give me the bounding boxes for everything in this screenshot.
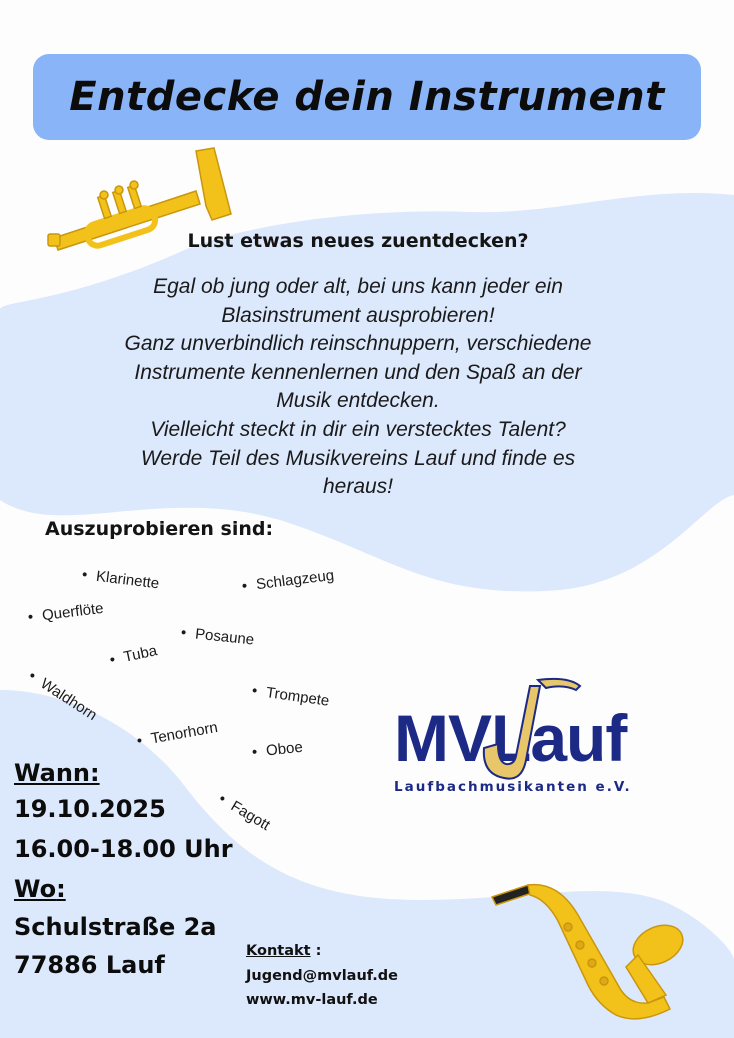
saxophone-icon [468, 670, 588, 790]
intro-line: Blasinstrument ausprobieren! [221, 303, 495, 327]
instrument-item: • Trompete [251, 682, 331, 710]
event-street: Schulstraße 2a [14, 913, 217, 941]
instrument-item: • Querflöte [27, 600, 104, 626]
event-time: 16.00-18.00 Uhr [14, 835, 233, 863]
intro-line: Ganz unverbindlich reinschnuppern, verschiedene [124, 332, 592, 356]
when-label: Wann: [14, 759, 100, 787]
instrument-item: • Schlagzeug [241, 567, 335, 595]
where-label: Wo: [14, 875, 66, 903]
page-title: Entdecke dein Instrument [69, 74, 665, 120]
club-logo: MVLauf [394, 701, 627, 775]
event-city: 77886 Lauf [14, 951, 165, 979]
instrument-item: • Tuba [108, 642, 158, 669]
instrument-item: • Posaune [180, 624, 255, 649]
contact-label: Kontakt : [246, 943, 322, 959]
intro-line: Musik entdecken. [276, 389, 440, 413]
instrument-item: • Oboe [251, 739, 303, 761]
intro-line: Werde Teil des Musikvereins Lauf und finde es [140, 446, 576, 470]
intro-line: Instrumente kennenlernen und den Spaß an der [134, 360, 582, 384]
contact-email[interactable]: Jugend@mvlauf.de [246, 968, 399, 984]
instrument-item: • Waldhorn [25, 667, 100, 724]
instrument-item: • Tenorhorn [136, 719, 220, 750]
intro-line: Egal ob jung oder alt, bei uns kann jeder ein [153, 275, 563, 298]
club-tagline: Laufbachmusikanten e.V. [394, 779, 632, 795]
event-date: 19.10.2025 [14, 795, 166, 823]
saxophone-icon [488, 875, 688, 1035]
intro-line: heraus! [322, 475, 394, 499]
subtitle: Lust etwas neues zuentdecken? [187, 230, 529, 252]
instrument-item: • Fagott [216, 790, 273, 834]
intro-line: Vielleicht steckt in dir ein verstecktes Talent? [150, 417, 566, 441]
instruments-heading: Auszuprobieren sind: [45, 518, 274, 540]
intro-text [76, 273, 640, 502]
contact-website[interactable]: www.mv-lauf.de [246, 992, 378, 1008]
instrument-item: • Klarinette [81, 566, 160, 592]
